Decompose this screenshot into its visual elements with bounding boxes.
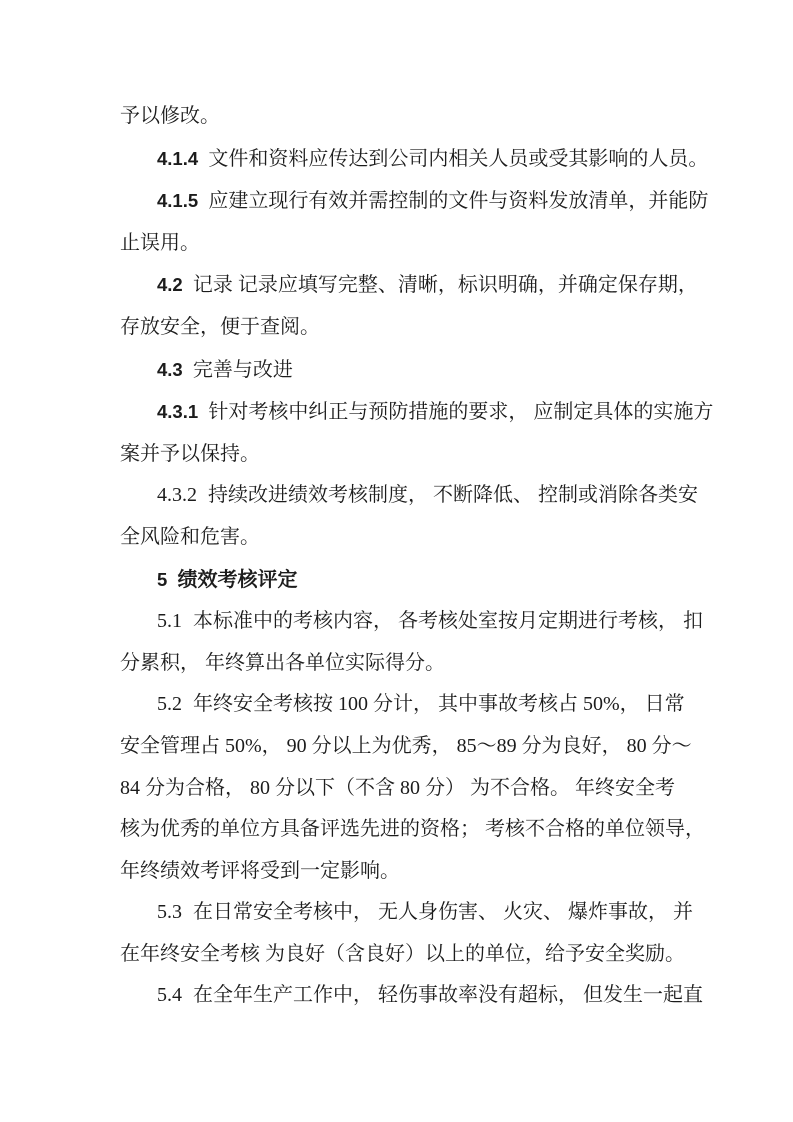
document-line <box>120 601 716 643</box>
line-text: 84 分为合格， 80 分以下（不含 80 分） 为不合格。 年终安全考 <box>120 776 675 799</box>
section-number: 5.4 <box>157 984 182 1007</box>
line-text: 全风险和危害。 <box>120 525 260 548</box>
section-number: 5.1 <box>157 610 182 633</box>
document-content <box>120 96 716 1017</box>
line-text: 止误用。 <box>120 231 200 254</box>
document-line <box>120 138 716 181</box>
line-text: 文件和资料应传达到公司内相关人员或受其影响的人员。 <box>208 147 709 170</box>
line-text: 存放安全，便于查阅。 <box>120 315 320 338</box>
line-text: 案并予以保持。 <box>120 442 260 465</box>
document-line <box>120 934 716 976</box>
document-line <box>120 180 716 223</box>
line-text: 记录 记录应填写完整、清晰，标识明确，并确定保存期， <box>192 274 698 297</box>
document-line <box>120 768 716 810</box>
section-number: 4.3.1 <box>157 401 199 423</box>
section-number: 5.2 <box>157 693 182 716</box>
document-line <box>120 223 716 265</box>
line-text: 核为优秀的单位方具备评选先进的资格； 考核不合格的单位领导， <box>120 818 705 841</box>
line-text: 绩效考核评定 <box>177 568 298 591</box>
document-line <box>120 643 716 685</box>
document-line <box>120 517 716 559</box>
section-number: 4.1.4 <box>157 147 199 169</box>
section-number: 5 <box>157 568 168 590</box>
document-line <box>120 851 716 893</box>
line-text: 分累积， 年终算出各单位实际得分。 <box>120 651 445 674</box>
line-text: 本标准中的考核内容， 各考核处室按月定期进行考核， 扣 <box>193 610 703 633</box>
line-text: 应建立现行有效并需控制的文件与资料发放清单，并能防 <box>208 190 709 213</box>
document-line <box>120 809 716 851</box>
section-number: 4.3.2 <box>157 484 197 507</box>
document-line <box>120 975 716 1017</box>
line-text: 在日常安全考核中， 无人身伤害、 火灾、 爆炸事故， 并 <box>193 901 693 924</box>
line-text: 年终绩效考评将受到一定影响。 <box>120 859 400 882</box>
document-line <box>120 264 716 307</box>
line-text: 年终安全考核按 100 分计， 其中事故考核占 50%， 日常 <box>193 693 685 716</box>
document-line <box>120 684 716 726</box>
line-text: 在全年生产工作中， 轻伤事故率没有超标， 但发生一起直 <box>193 984 703 1007</box>
section-number: 4.3 <box>157 358 183 380</box>
document-line <box>120 391 716 434</box>
line-text: 针对考核中纠正与预防措施的要求， 应制定具体的实施方 <box>208 401 714 424</box>
line-text: 持续改进绩效考核制度， 不断降低、 控制或消除各类安 <box>208 484 698 507</box>
document-line <box>120 559 716 602</box>
section-number: 4.2 <box>157 274 183 296</box>
document-line <box>120 96 716 138</box>
document-line <box>120 307 716 349</box>
document-line <box>120 434 716 476</box>
document-line <box>120 349 716 392</box>
line-text: 完善与改进 <box>192 358 293 381</box>
line-text: 予以修改。 <box>120 105 220 127</box>
section-number: 4.1.5 <box>157 190 199 212</box>
section-number: 5.3 <box>157 901 182 924</box>
document-line <box>120 892 716 934</box>
line-text: 在年终安全考核 为良好（含良好）以上的单位，给予安全奖励。 <box>120 942 685 965</box>
line-text: 安全管理占 50%， 90 分以上为优秀， 85～89 分为良好， 80 分～ <box>120 734 692 757</box>
document-line <box>120 726 716 768</box>
document-line <box>120 475 716 517</box>
